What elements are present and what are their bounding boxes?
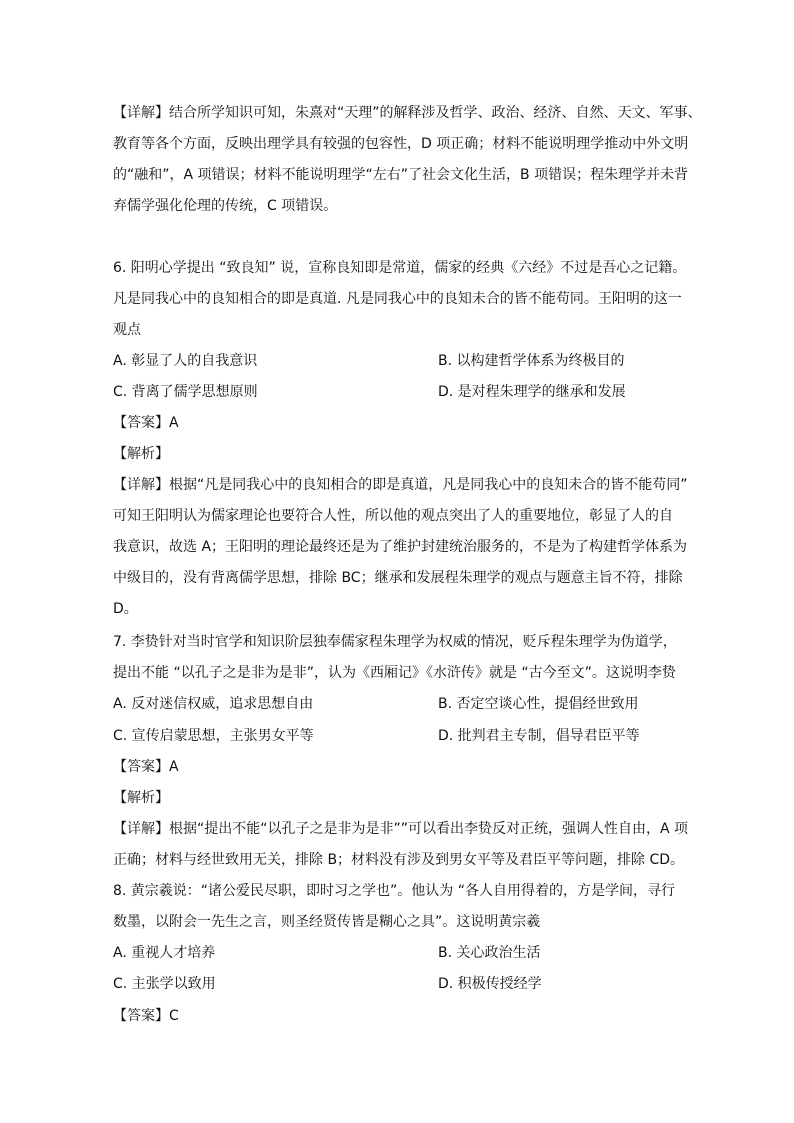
q5-detail-line-4: 弃儒学强化伦理的传统，C 项错误。 xyxy=(113,198,338,214)
q6-detail-line-3: 我意识，故选 A；王阳明的理论最终还是为了维护封建统治服务的，不是为了构建哲学体系为 xyxy=(113,539,688,555)
q7-option-b: B. 否定空谈心性，提倡经世致用 xyxy=(438,696,639,712)
q5-detail-line-1: 【详解】结合所学知识可知，朱熹对“天理”的解释涉及哲学、政治、经济、自然、天文、军事、 xyxy=(113,105,702,121)
q8-stem-line-2: 数墨，以附会一先生之言，则圣经贤传皆是糊心之具”。这说明黄宗羲 xyxy=(113,914,541,930)
q6-stem-line-1: 6. 阳明心学提出 “致良知” 说，宣称良知即是常道，儒家的经典《六经》不过是吾心之记籍。 xyxy=(113,260,687,276)
q6-detail-line-1: 【详解】根据“凡是同我心中的良知相合的即是真道，凡是同我心中的良知未合的皆不能苟同” xyxy=(113,477,688,493)
q7-detail-line-1: 【详解】根据“提出不能“以孔子之是非为是非””可以看出李贽反对正统，强调人性自由，A 项 xyxy=(113,821,689,837)
q7-detail-line-2: 正确；材料与经世致用无关，排除 B；材料没有涉及到男女平等及君臣平等问题，排除 CD。 xyxy=(113,852,685,868)
q6-analysis-heading: 【解析】 xyxy=(113,446,169,462)
q7-analysis-heading: 【解析】 xyxy=(113,790,169,806)
q6-stem-line-3: 观点 xyxy=(113,322,141,338)
q8-answer: 【答案】C xyxy=(113,1008,179,1024)
q7-stem-line-1: 7. 李贽针对当时官学和知识阶层独奉儒家程朱理学为权威的情况，贬斥程朱理学为伪道学， xyxy=(113,634,677,650)
q7-stem-line-2: 提出不能 “以孔子之是非为是非”，认为《西厢记》《水浒传》就是 “古今至文”。这说明李贽 xyxy=(113,665,676,681)
q5-detail-line-2: 教育等各个方面，反映出理学具有较强的包容性，D 项正确；材料不能说明理学推动中外文明 xyxy=(113,136,689,152)
q7-answer: 【答案】A xyxy=(113,759,179,775)
q6-stem-line-2: 凡是同我心中的良知相合的即是真道. 凡是同我心中的良知未合的皆不能苟同。王阳明的这一 xyxy=(113,291,682,307)
q6-option-b: B. 以构建哲学体系为终极目的 xyxy=(438,353,625,369)
q7-option-a: A. 反对迷信权威，追求思想自由 xyxy=(113,696,314,712)
q6-option-c: C. 背离了儒学思想原则 xyxy=(113,384,258,400)
q6-option-d: D. 是对程朱理学的继承和发展 xyxy=(438,384,626,400)
q7-option-d: D. 批判君主专制，倡导君臣平等 xyxy=(438,728,640,744)
q6-option-a: A. 彰显了人的自我意识 xyxy=(113,353,258,369)
q7-option-c: C. 宣传启蒙思想，主张男女平等 xyxy=(113,728,314,744)
q8-option-d: D. 积极传授经学 xyxy=(438,976,542,992)
q6-detail-line-4: 中级目的，没有背离儒学思想，排除 BC；继承和发展程朱理学的观点与题意主旨不符，排除 xyxy=(113,570,683,586)
q8-stem-line-1: 8. 黄宗羲说：“诸公爱民尽职，即时习之学也”。他认为 “各人自用得着的，方是学间，寻行 xyxy=(113,883,676,899)
q8-option-c: C. 主张学以致用 xyxy=(113,976,216,992)
q8-option-b: B. 关心政治生活 xyxy=(438,945,541,961)
q6-detail-line-2: 可知王阳明认为儒家理论也要符合人性，所以他的观点突出了人的重要地位，彰显了人的自 xyxy=(113,508,673,524)
q5-detail-line-3: 的“融和”，A 项错误；材料不能说明理学“左右”了社会文化生活，B 项错误；程朱理学并未背 xyxy=(113,167,689,183)
q6-detail-line-5: D。 xyxy=(113,601,138,617)
q6-answer: 【答案】A xyxy=(113,415,179,431)
q8-option-a: A. 重视人才培养 xyxy=(113,945,216,961)
